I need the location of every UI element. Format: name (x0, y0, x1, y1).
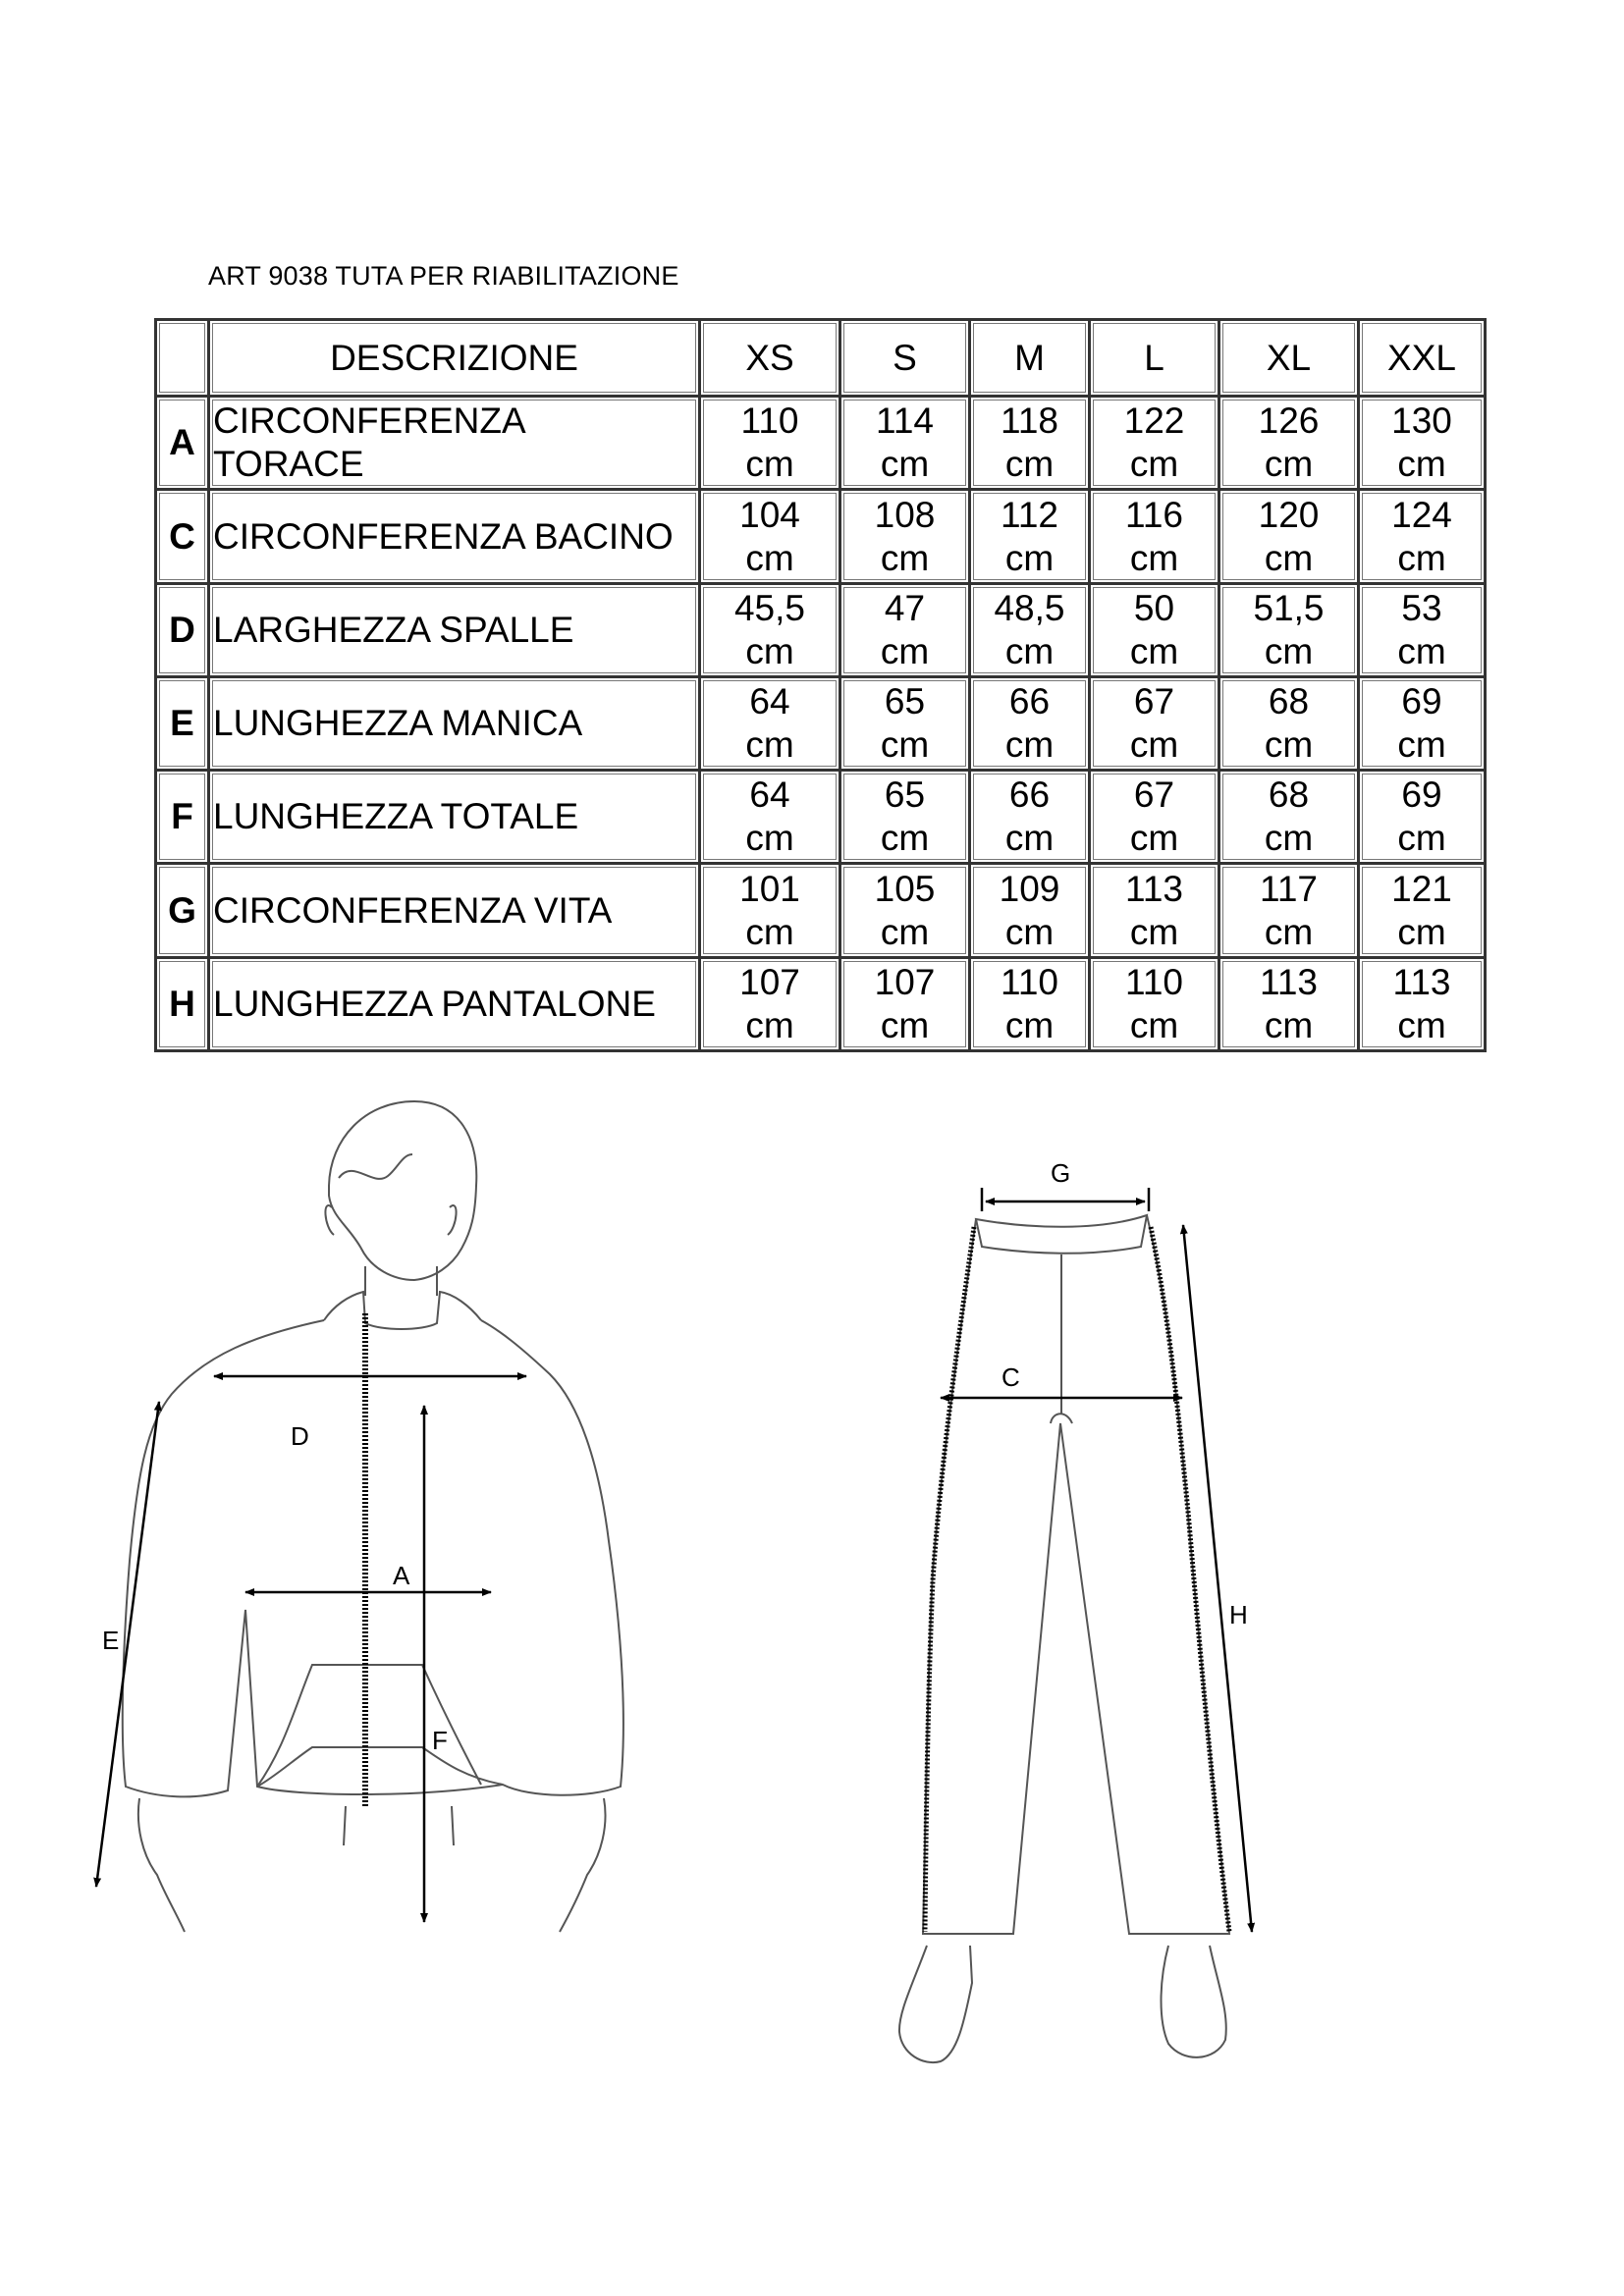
jacket-figure (123, 1101, 623, 1932)
description-line: LUNGHEZZA MANICA (213, 703, 583, 744)
row-description (209, 771, 700, 864)
value-cell-l (1090, 583, 1219, 676)
measure-unit: cm (880, 444, 930, 485)
value-cell-m (970, 397, 1090, 490)
measure-unit: cm (1397, 1004, 1446, 1045)
measure-value: 66 (1008, 774, 1051, 816)
measure-unit: cm (1004, 724, 1055, 766)
value-cell-l (1090, 864, 1219, 957)
pants-figure (899, 1215, 1229, 2062)
row-code: G (156, 864, 209, 957)
row-description (209, 397, 700, 490)
measure-unit: cm (1004, 911, 1055, 952)
table-header-row (156, 320, 1486, 397)
measure-value: 121 (1391, 868, 1452, 909)
header-code-cell (156, 320, 209, 397)
jacket-measure-labels (102, 1421, 448, 1755)
label-g: G (1051, 1158, 1071, 1188)
description-line: TORACE (213, 444, 364, 485)
measure-unit: cm (1397, 630, 1446, 671)
measure-unit: cm (880, 537, 930, 578)
value-cell-xxl (1359, 490, 1486, 583)
measure-unit: cm (1264, 537, 1314, 578)
row-description (209, 957, 700, 1050)
measure-value: 108 (874, 494, 936, 535)
value-cell-xxl (1359, 676, 1486, 770)
table-row (156, 771, 1486, 864)
measure-value: 113 (1260, 961, 1318, 1002)
description-line: CIRCONFERENZA VITA (213, 889, 613, 931)
value-cell-m (970, 583, 1090, 676)
measure-value: 68 (1268, 774, 1310, 816)
measure-unit: cm (1264, 724, 1314, 766)
measure-unit: cm (745, 1004, 794, 1045)
measure-value: 67 (1133, 774, 1175, 816)
table-row (156, 864, 1486, 957)
value-cell-m (970, 957, 1090, 1050)
crotch (1051, 1414, 1072, 1423)
measure-unit: cm (880, 630, 930, 671)
label-h: H (1229, 1600, 1248, 1629)
value-cell-xs (700, 676, 840, 770)
measure-value: 130 (1391, 400, 1452, 442)
header-size-l: L (1090, 320, 1219, 397)
neck (365, 1266, 437, 1296)
jacket-body (123, 1320, 623, 1796)
measure-unit: cm (745, 444, 794, 485)
value-cell-xl (1219, 490, 1359, 583)
stripe-left (925, 1227, 974, 1932)
value-cell-xs (700, 957, 840, 1050)
value-cell-xl (1219, 957, 1359, 1050)
label-c: C (1001, 1362, 1020, 1392)
measure-value: 65 (884, 681, 926, 722)
measure-value: 69 (1401, 681, 1442, 722)
value-cell-m (970, 490, 1090, 583)
label-d: D (291, 1421, 309, 1451)
label-e: E (102, 1626, 120, 1655)
row-code: F (156, 771, 209, 864)
value-cell-xl (1219, 864, 1359, 957)
measure-value: 48,5 (994, 587, 1065, 628)
value-cell-s (840, 397, 970, 490)
label-f: F (432, 1726, 448, 1755)
measure-value: 113 (1125, 868, 1183, 909)
measure-value: 113 (1392, 961, 1451, 1002)
value-cell-xl (1219, 397, 1359, 490)
measure-unit: cm (1397, 911, 1446, 952)
value-cell-l (1090, 771, 1219, 864)
value-cell-l (1090, 957, 1219, 1050)
measure-unit: cm (1264, 911, 1314, 952)
measure-unit: cm (1004, 1004, 1055, 1045)
measure-unit: cm (880, 1004, 930, 1045)
measure-unit: cm (1004, 444, 1055, 485)
measure-unit: cm (1129, 1004, 1179, 1045)
description-line: CIRCONFERENZA (213, 400, 526, 442)
measure-unit: cm (1004, 630, 1055, 671)
measure-value: 110 (1125, 961, 1183, 1002)
value-cell-l (1090, 676, 1219, 770)
measure-unit: cm (1264, 818, 1314, 859)
value-cell-s (840, 957, 970, 1050)
head-outline (329, 1101, 476, 1280)
measure-value: 109 (999, 868, 1060, 909)
row-code: H (156, 957, 209, 1050)
value-cell-s (840, 771, 970, 864)
pants-outline (923, 1215, 1229, 1934)
measure-unit: cm (880, 911, 930, 952)
measure-value: 68 (1268, 681, 1310, 722)
garment-illustrations (0, 1099, 1624, 2101)
jacket-arrows (96, 1376, 526, 1922)
measure-unit: cm (880, 818, 930, 859)
measure-value: 45,5 (733, 587, 805, 628)
header-size-m: M (970, 320, 1090, 397)
measure-unit: cm (745, 818, 794, 859)
measure-unit: cm (1264, 444, 1314, 485)
measure-value: 64 (749, 681, 790, 722)
measure-unit: cm (1397, 724, 1446, 766)
measure-value: 107 (739, 961, 800, 1002)
row-description (209, 864, 700, 957)
value-cell-s (840, 490, 970, 583)
right-foot (1162, 1946, 1226, 2057)
value-cell-xl (1219, 676, 1359, 770)
measure-unit: cm (1264, 630, 1314, 671)
value-cell-xxl (1359, 397, 1486, 490)
row-code: C (156, 490, 209, 583)
measure-value: 66 (1008, 681, 1051, 722)
value-cell-xs (700, 490, 840, 583)
measure-value: 104 (739, 494, 800, 535)
pants-measure-labels (1001, 1158, 1248, 1629)
measure-value: 116 (1125, 494, 1183, 535)
ear-right (448, 1205, 457, 1235)
measure-value: 50 (1133, 587, 1175, 628)
measure-unit: cm (745, 911, 794, 952)
row-code: D (156, 583, 209, 676)
document-title: ART 9038 TUTA PER RIABILITAZIONE (208, 261, 679, 291)
measure-unit: cm (1129, 911, 1179, 952)
measure-value: 51,5 (1253, 587, 1325, 628)
waistband (976, 1215, 1147, 1254)
measure-unit: cm (880, 724, 930, 766)
row-code: A (156, 397, 209, 490)
size-table (154, 318, 1487, 1052)
measure-value: 67 (1133, 681, 1175, 722)
row-description (209, 676, 700, 770)
measure-unit: cm (1397, 818, 1446, 859)
right-hand (560, 1798, 605, 1932)
value-cell-l (1090, 490, 1219, 583)
pants-arrows (941, 1188, 1252, 1932)
table-row (156, 676, 1486, 770)
measure-value: 47 (884, 587, 926, 628)
measure-value: 65 (884, 774, 926, 816)
value-cell-xxl (1359, 864, 1486, 957)
measure-unit: cm (1129, 630, 1179, 671)
measure-unit: cm (745, 724, 794, 766)
measure-unit: cm (1129, 818, 1179, 859)
row-description (209, 583, 700, 676)
value-cell-xxl (1359, 583, 1486, 676)
label-a: A (393, 1561, 410, 1590)
row-description (209, 490, 700, 583)
measure-value: 110 (1001, 961, 1058, 1002)
hair-line (339, 1154, 412, 1179)
header-size-xxl: XXL (1359, 320, 1486, 397)
value-cell-s (840, 583, 970, 676)
value-cell-xs (700, 864, 840, 957)
row-code: E (156, 676, 209, 770)
measure-unit: cm (1264, 1004, 1314, 1045)
value-cell-xxl (1359, 771, 1486, 864)
measure-value: 105 (874, 868, 936, 909)
measure-value: 114 (876, 400, 934, 442)
left-foot (899, 1946, 972, 2062)
measure-value: 53 (1401, 587, 1442, 628)
table-row (156, 490, 1486, 583)
left-hand (138, 1798, 185, 1932)
value-cell-xs (700, 771, 840, 864)
header-size-xl: XL (1219, 320, 1359, 397)
measure-value: 110 (740, 400, 799, 442)
measure-value: 112 (1001, 494, 1058, 535)
measure-value: 101 (739, 868, 800, 909)
table-row (156, 957, 1486, 1050)
measure-value: 107 (874, 961, 936, 1002)
pants-side-stripes (925, 1227, 1229, 1932)
measure-value: 120 (1258, 494, 1320, 535)
value-cell-xxl (1359, 957, 1486, 1050)
measure-unit: cm (745, 630, 794, 671)
measure-value: 126 (1258, 400, 1320, 442)
measure-value: 122 (1123, 400, 1185, 442)
table-row (156, 583, 1486, 676)
value-cell-xl (1219, 771, 1359, 864)
header-size-s: S (840, 320, 970, 397)
value-cell-m (970, 864, 1090, 957)
value-cell-s (840, 864, 970, 957)
value-cell-xl (1219, 583, 1359, 676)
value-cell-xs (700, 397, 840, 490)
measure-unit: cm (1397, 444, 1446, 485)
table-row (156, 397, 1486, 490)
measure-unit: cm (1129, 444, 1179, 485)
description-line: LUNGHEZZA PANTALONE (213, 983, 656, 1024)
measure-unit: cm (1129, 724, 1179, 766)
description-line: CIRCONFERENZA BACINO (213, 515, 674, 557)
header-description: DESCRIZIONE (209, 320, 700, 397)
description-line: LARGHEZZA SPALLE (213, 609, 574, 650)
measure-unit: cm (1129, 537, 1179, 578)
value-cell-l (1090, 397, 1219, 490)
measure-unit: cm (1004, 818, 1055, 859)
value-cell-m (970, 771, 1090, 864)
measure-value: 118 (1001, 400, 1058, 442)
measure-unit: cm (1004, 537, 1055, 578)
collar (324, 1292, 481, 1329)
measure-value: 117 (1260, 868, 1318, 909)
measure-value: 124 (1391, 494, 1452, 535)
legs-under (344, 1806, 454, 1845)
measure-unit: cm (745, 537, 794, 578)
description-line: LUNGHEZZA TOTALE (213, 796, 579, 837)
measure-unit: cm (1397, 537, 1446, 578)
value-cell-m (970, 676, 1090, 770)
measure-value: 69 (1401, 774, 1442, 816)
value-cell-xs (700, 583, 840, 676)
measure-value: 64 (749, 774, 790, 816)
header-size-xs: XS (700, 320, 840, 397)
value-cell-s (840, 676, 970, 770)
